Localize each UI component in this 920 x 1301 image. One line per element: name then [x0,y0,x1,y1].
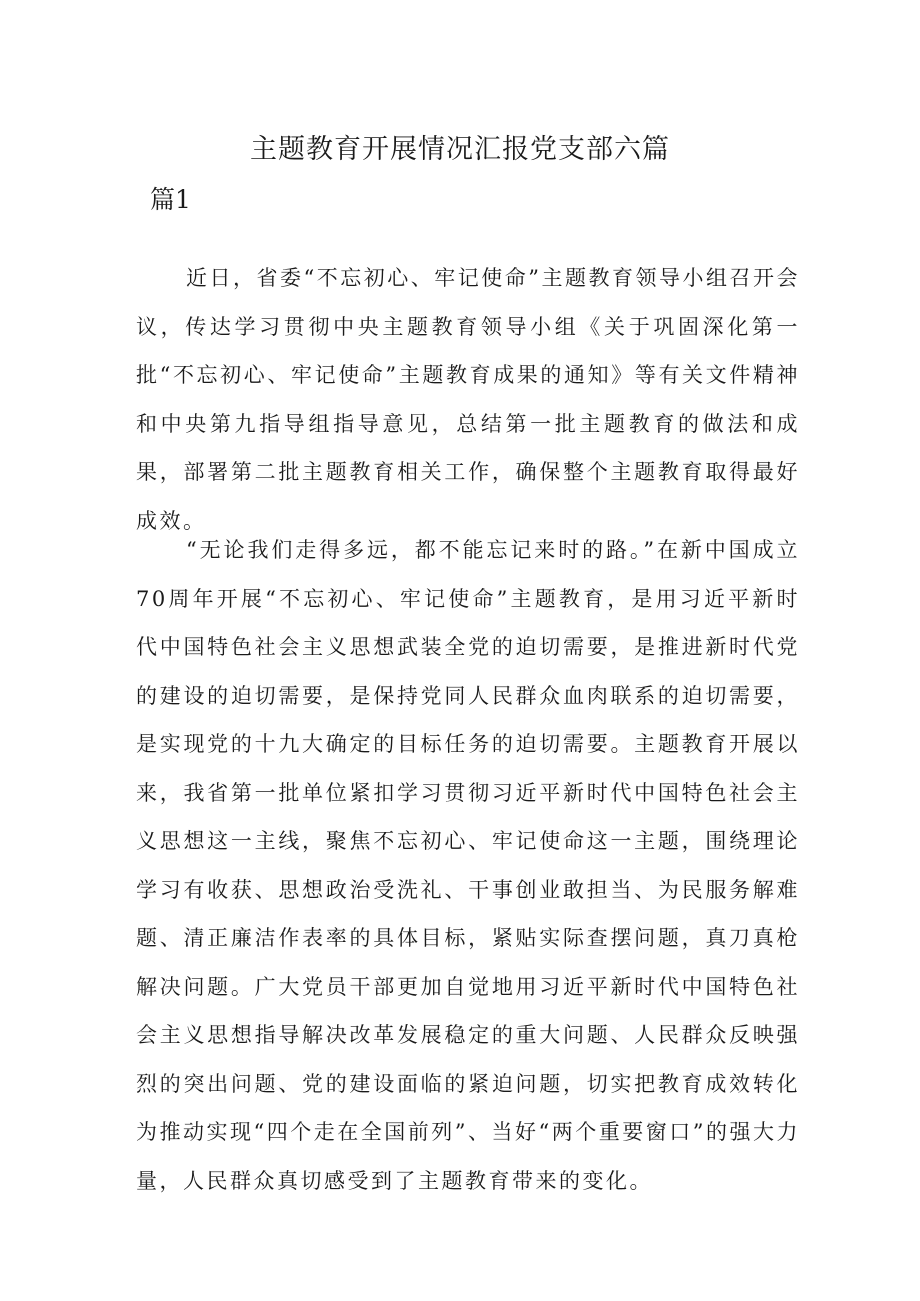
paragraph-1: 近日，省委“不忘初心、牢记使命”主题教育领导小组召开会议，传达学习贯彻中央主题教育领导小组《关于巩固深化第一批“不忘初心、牢记使命”主题教育成果的通知》等有关文件精神和中央第九指导组指导意见，总结第一批主题教育的做法和成果，部署第二批主题教育相关工作，确保整个主题教育取得最好成效。 [136,266,800,533]
section-heading: 篇1 [150,185,191,214]
document-title: 主题教育开展情况汇报党支部六篇 [250,134,670,165]
paragraph-2: “无论我们走得多远，都不能忘记来时的路。”在新中国成立70周年开展“不忘初心、牢记使命”主题教育，是用习近平新时代中国特色社会主义思想武装全党的迫切需要，是推进新时代党的建设的迫切需要，是保持党同人民群众血肉联系的迫切需要，是实现党的十九大确定的目标任务的迫切需要。主题教育开展以来，我省第一批单位紧扣学习贯彻习近平新时代中国特色社会主义思想这一主线，聚焦不忘初心、牢记使命这一主题，围绕理论学习有收获、思想政治受洗礼、干事创业敢担当、为民服务解难题、清正廉洁作表率的具体目标，紧贴实际查摆问题，真刀真枪解决问题。广大党员干部更加自觉地用习近平新时代中国特色社会主义思想指导解决改革发展稳定的重大问题、人民群众反映强烈的突出问题、党的建设面临的紧迫问题，切实把教育成效转化为推动实现“四个走在全国前列”、当好“两个重要窗口”的强大力量，人民群众真切感受到了主题教育带来的变化。 [136,538,800,1193]
